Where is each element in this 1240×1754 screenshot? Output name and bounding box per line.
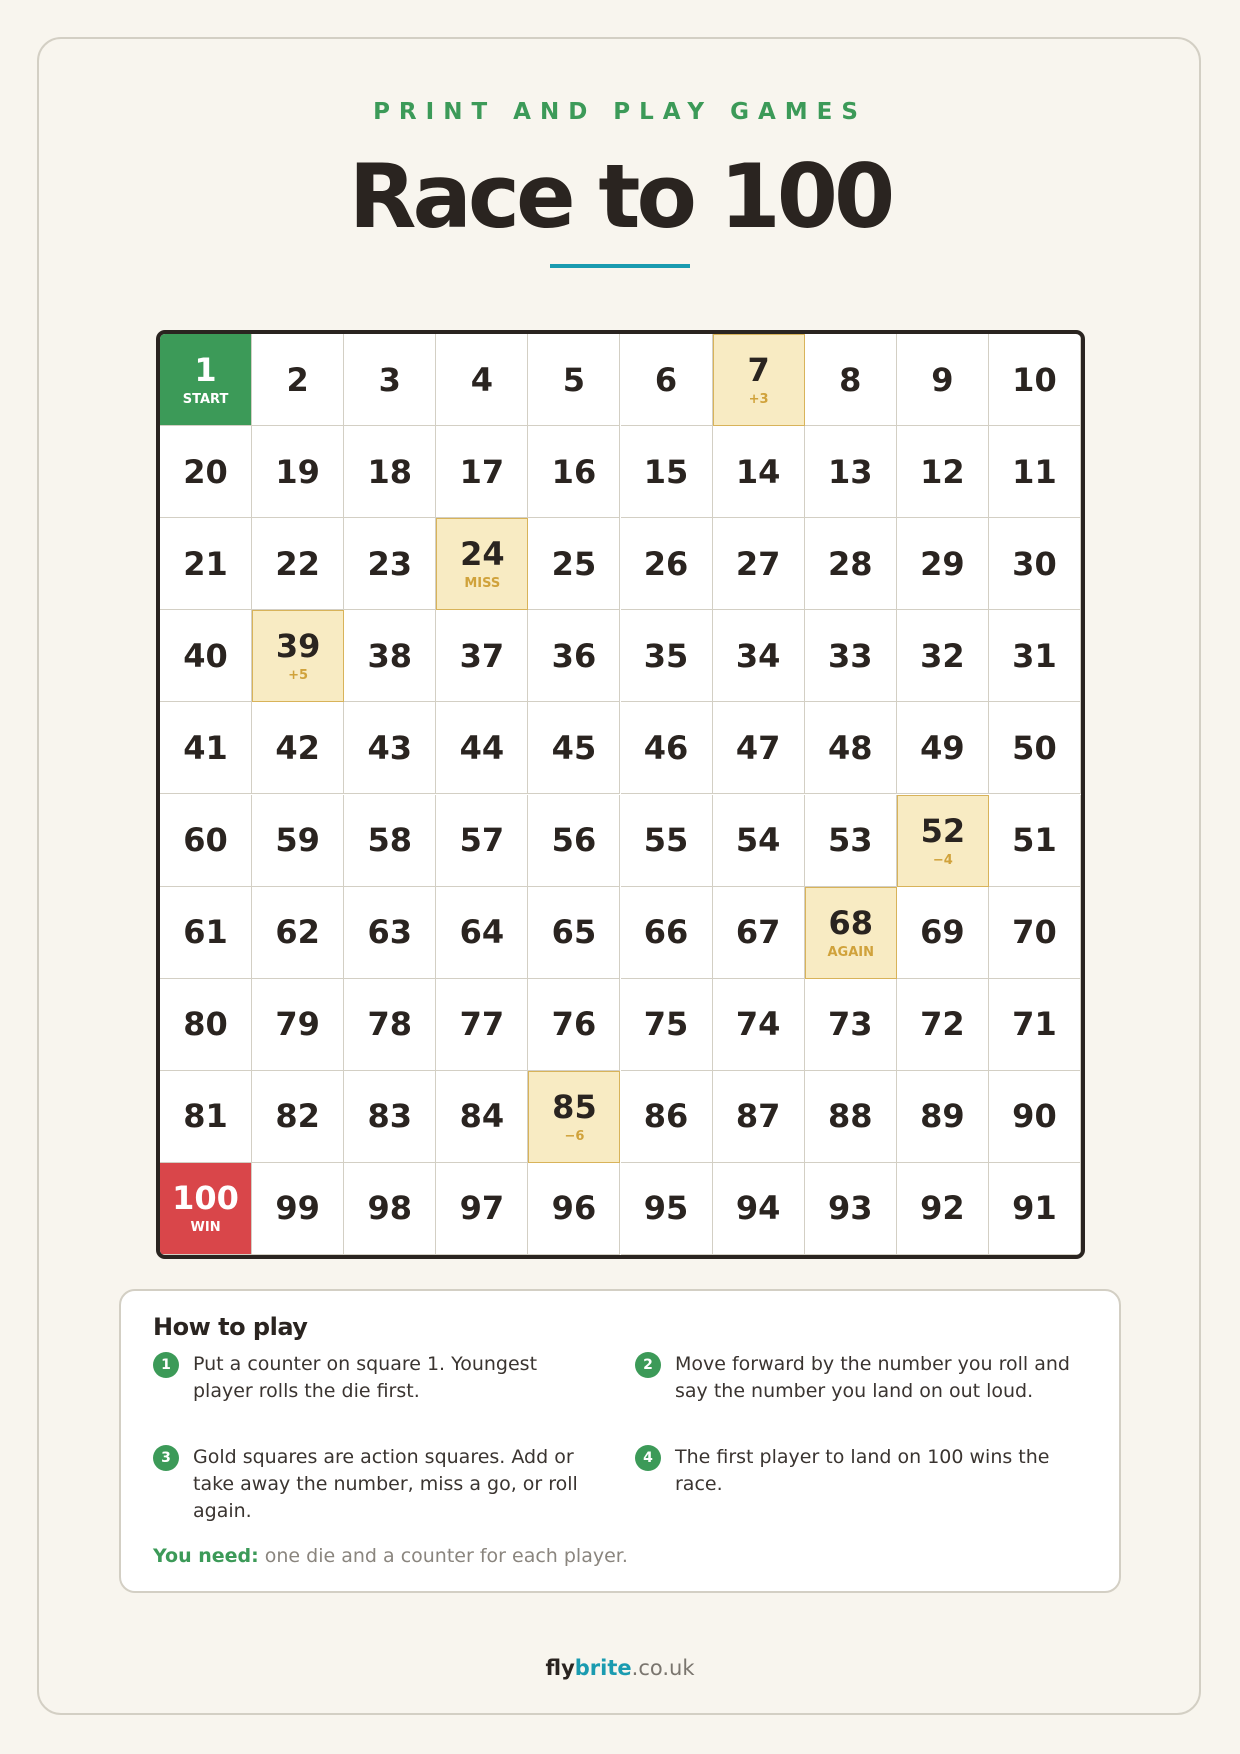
square-number: 41 — [183, 728, 228, 767]
page-title: Race to 100 — [348, 145, 892, 248]
square-number: 93 — [827, 1189, 873, 1228]
square-number: 52 — [920, 811, 966, 850]
square — [805, 979, 897, 1071]
square-tag: START — [182, 391, 229, 407]
square-number: 43 — [367, 728, 412, 767]
footer-brand — [0, 1656, 1240, 1680]
square-tag: MISS — [464, 576, 501, 592]
square — [989, 426, 1081, 518]
square — [528, 426, 620, 518]
rule-text: Put a counter on square 1. Youngest player rolls the die first. — [193, 1353, 538, 1402]
square-number: 79 — [275, 1005, 320, 1044]
square — [713, 795, 805, 887]
square-number: 2 — [286, 360, 309, 399]
square-tag: −4 — [932, 852, 953, 868]
square — [436, 1163, 528, 1255]
square-number: 82 — [275, 1097, 320, 1136]
square — [897, 887, 989, 979]
square — [805, 334, 897, 426]
square — [805, 1071, 897, 1163]
square-number: 24 — [460, 535, 505, 574]
square-number: 26 — [643, 544, 689, 583]
square-number: 37 — [459, 636, 505, 675]
square — [252, 334, 344, 426]
square — [344, 518, 436, 610]
square — [160, 979, 252, 1071]
square — [252, 795, 344, 887]
square-number: 80 — [183, 1005, 228, 1044]
square-number: 94 — [735, 1189, 781, 1228]
square-number: 90 — [1012, 1097, 1057, 1136]
square — [989, 1071, 1081, 1163]
square-number: 1 — [194, 350, 217, 389]
square-number: 30 — [1012, 544, 1057, 583]
square — [436, 334, 528, 426]
square — [805, 610, 897, 702]
square — [621, 518, 713, 610]
square-number: 40 — [183, 636, 228, 675]
square — [436, 795, 528, 887]
square-number: 29 — [920, 544, 965, 583]
square-number: 22 — [275, 544, 320, 583]
square-tag: −6 — [564, 1128, 585, 1144]
square-number: 36 — [551, 636, 597, 675]
square — [436, 702, 528, 794]
square — [528, 610, 620, 702]
game-board — [156, 330, 1085, 1259]
square-number: 96 — [551, 1189, 597, 1228]
square-number: 69 — [920, 913, 965, 952]
square-number: 10 — [1012, 360, 1057, 399]
square — [713, 702, 805, 794]
square-number: 53 — [827, 821, 873, 860]
square — [713, 1071, 805, 1163]
square-number: 86 — [643, 1097, 689, 1136]
square-action — [528, 1071, 620, 1163]
square-number: 13 — [827, 452, 873, 491]
square — [621, 334, 713, 426]
square-number: 88 — [827, 1097, 873, 1136]
square-number: 47 — [735, 728, 781, 767]
rule-number-badge: 2 — [635, 1352, 661, 1378]
square — [621, 610, 713, 702]
square — [528, 1163, 620, 1255]
square-number: 61 — [183, 913, 228, 952]
square-number: 8 — [839, 360, 862, 399]
brand-brite: brite — [574, 1656, 632, 1680]
square-number: 44 — [459, 728, 505, 767]
square — [897, 1071, 989, 1163]
square — [989, 610, 1081, 702]
square — [528, 979, 620, 1071]
square-number: 15 — [643, 452, 689, 491]
rule-item-3 — [153, 1444, 593, 1525]
square-number: 71 — [1012, 1005, 1057, 1044]
square — [989, 795, 1081, 887]
square-number: 46 — [643, 728, 689, 767]
square — [160, 887, 252, 979]
brand-domain: .co.uk — [631, 1656, 695, 1680]
square-number: 66 — [643, 913, 689, 952]
square-number: 51 — [1012, 821, 1057, 860]
square-number: 17 — [459, 452, 505, 491]
square-number: 98 — [367, 1189, 412, 1228]
square — [436, 979, 528, 1071]
square — [805, 426, 897, 518]
how-to-play-heading: How to play — [153, 1313, 308, 1341]
square — [252, 426, 344, 518]
square-tag: WIN — [190, 1220, 221, 1236]
square — [344, 1071, 436, 1163]
square — [621, 1071, 713, 1163]
rule-item-4 — [635, 1444, 1075, 1498]
square-number: 28 — [827, 544, 873, 583]
square-number: 78 — [367, 1005, 412, 1044]
square — [160, 518, 252, 610]
square — [344, 887, 436, 979]
square — [621, 979, 713, 1071]
square-number: 45 — [551, 728, 597, 767]
square-number: 77 — [459, 1005, 505, 1044]
square-number: 4 — [470, 360, 493, 399]
square-number: 38 — [367, 636, 412, 675]
square-number: 92 — [920, 1189, 965, 1228]
square — [528, 887, 620, 979]
square-number: 16 — [551, 452, 597, 491]
square-number: 73 — [827, 1005, 873, 1044]
square — [252, 887, 344, 979]
square-number: 100 — [172, 1179, 239, 1218]
rule-number-badge: 3 — [153, 1445, 179, 1471]
square-number: 32 — [920, 636, 965, 675]
square — [621, 887, 713, 979]
square — [897, 518, 989, 610]
square-number: 14 — [735, 452, 781, 491]
how-to-play-panel — [119, 1289, 1121, 1593]
square — [805, 795, 897, 887]
square-number: 99 — [275, 1189, 320, 1228]
square — [344, 795, 436, 887]
rule-item-2 — [635, 1351, 1075, 1405]
square-action — [436, 518, 528, 610]
square-number: 63 — [367, 913, 412, 952]
square-number: 89 — [920, 1097, 965, 1136]
square — [436, 610, 528, 702]
square — [160, 426, 252, 518]
square-number: 91 — [1012, 1189, 1057, 1228]
square — [621, 702, 713, 794]
rule-text: The first player to land on 100 wins the race. — [675, 1446, 1050, 1495]
square-number: 62 — [275, 913, 320, 952]
square-number: 42 — [275, 728, 320, 767]
square-number: 67 — [735, 913, 781, 952]
square-number: 97 — [459, 1189, 505, 1228]
square — [528, 334, 620, 426]
square — [528, 518, 620, 610]
square — [252, 1163, 344, 1255]
square-number: 3 — [378, 360, 401, 399]
square-number: 48 — [827, 728, 873, 767]
rule-number-badge: 4 — [635, 1445, 661, 1471]
square-tag: +5 — [288, 668, 309, 684]
square-number: 85 — [552, 1087, 597, 1126]
square — [344, 979, 436, 1071]
brand-fly: fly — [545, 1656, 575, 1680]
square — [621, 1163, 713, 1255]
square — [344, 426, 436, 518]
square-number: 18 — [367, 452, 412, 491]
square-number: 68 — [828, 903, 873, 942]
square — [160, 795, 252, 887]
square — [160, 1071, 252, 1163]
square-action — [805, 887, 897, 979]
square — [897, 1163, 989, 1255]
square-number: 35 — [643, 636, 689, 675]
square-number: 95 — [643, 1189, 689, 1228]
square — [713, 610, 805, 702]
you-need-text: one die and a counter for each player. — [264, 1545, 628, 1567]
square — [989, 1163, 1081, 1255]
square-number: 84 — [459, 1097, 505, 1136]
you-need-line — [153, 1545, 628, 1567]
square-tag: +3 — [748, 392, 769, 408]
square-number: 70 — [1012, 913, 1057, 952]
square — [436, 426, 528, 518]
square-number: 81 — [183, 1097, 228, 1136]
square-number: 75 — [643, 1005, 689, 1044]
square — [528, 795, 620, 887]
square-number: 12 — [920, 452, 965, 491]
square — [528, 702, 620, 794]
title-underline — [550, 264, 690, 268]
square-number: 57 — [459, 821, 505, 860]
square — [897, 979, 989, 1071]
square-action — [252, 610, 344, 702]
square-number: 65 — [551, 913, 597, 952]
square-number: 49 — [920, 728, 965, 767]
square-tag: AGAIN — [827, 944, 874, 960]
square-number: 54 — [735, 821, 781, 860]
square-number: 76 — [551, 1005, 597, 1044]
square — [621, 426, 713, 518]
square — [805, 518, 897, 610]
square — [805, 702, 897, 794]
square-number: 34 — [735, 636, 781, 675]
square-action — [897, 795, 989, 887]
square-number: 72 — [920, 1005, 965, 1044]
square — [989, 702, 1081, 794]
rule-text: Move forward by the number you roll and say the number you land on out loud. — [675, 1353, 1070, 1402]
rule-item-1 — [153, 1351, 593, 1405]
kicker: PRINT AND PLAY GAMES — [373, 99, 867, 125]
square-number: 60 — [183, 821, 228, 860]
rule-number-badge: 1 — [153, 1352, 179, 1378]
square — [897, 610, 989, 702]
square — [436, 1071, 528, 1163]
square — [713, 979, 805, 1071]
square — [252, 979, 344, 1071]
square-number: 11 — [1012, 452, 1057, 491]
square — [160, 610, 252, 702]
you-need-label: You need: — [153, 1545, 259, 1567]
square — [344, 610, 436, 702]
square-action — [713, 334, 805, 426]
square — [252, 518, 344, 610]
square — [344, 702, 436, 794]
square-number: 19 — [275, 452, 320, 491]
square — [805, 1163, 897, 1255]
square-start — [160, 334, 252, 426]
square — [713, 1163, 805, 1255]
square-end — [160, 1163, 252, 1255]
rule-text: Gold squares are action squares. Add or take away the number, miss a go, or roll again. — [193, 1446, 578, 1522]
square — [989, 518, 1081, 610]
square-number: 58 — [367, 821, 412, 860]
square-number: 21 — [183, 544, 228, 583]
square — [252, 1071, 344, 1163]
square-number: 55 — [643, 821, 689, 860]
square-number: 23 — [367, 544, 412, 583]
square — [160, 702, 252, 794]
square-number: 25 — [551, 544, 597, 583]
square — [989, 887, 1081, 979]
square-number: 64 — [459, 913, 505, 952]
square-number: 20 — [183, 452, 228, 491]
square-number: 9 — [931, 360, 954, 399]
square-number: 31 — [1012, 636, 1057, 675]
square-number: 39 — [275, 627, 321, 666]
square-number: 7 — [747, 351, 770, 390]
square — [621, 795, 713, 887]
square-number: 6 — [654, 360, 678, 399]
square — [713, 518, 805, 610]
square — [897, 702, 989, 794]
square-number: 5 — [562, 360, 586, 399]
square — [436, 887, 528, 979]
square — [344, 1163, 436, 1255]
square — [252, 702, 344, 794]
square-number: 59 — [275, 821, 320, 860]
square — [897, 426, 989, 518]
square — [713, 426, 805, 518]
square — [713, 887, 805, 979]
square-number: 83 — [367, 1097, 412, 1136]
square-number: 50 — [1012, 728, 1057, 767]
square-number: 74 — [735, 1005, 781, 1044]
square — [897, 334, 989, 426]
square-number: 33 — [827, 636, 873, 675]
square — [989, 979, 1081, 1071]
square-number: 56 — [551, 821, 597, 860]
square-number: 27 — [735, 544, 781, 583]
square-number: 87 — [735, 1097, 781, 1136]
square — [989, 334, 1081, 426]
square — [344, 334, 436, 426]
